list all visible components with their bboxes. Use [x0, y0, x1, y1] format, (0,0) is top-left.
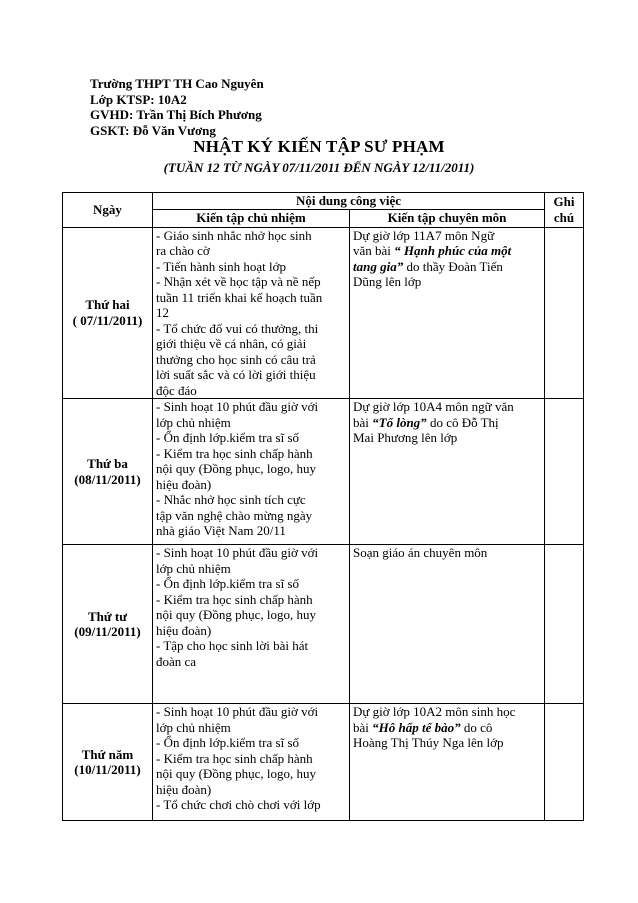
homeroom-cell: [153, 227, 350, 399]
document-subtitle: (TUẦN 12 TỪ NGÀY 07/11/2011 ĐẾN NGÀY 12/11/2011): [163, 160, 475, 175]
homeroom-line: tuần 11 triển khai kế hoạch tuần: [156, 289, 323, 305]
col-content-header: Nội dung công việc: [153, 193, 545, 210]
homeroom-line: hiệu đoàn): [156, 622, 212, 638]
intern-teacher: GSKT: Đỗ Văn Vương: [90, 122, 216, 138]
homeroom-line: - Tập cho học sinh lời bài hát: [156, 638, 309, 653]
subject-text-post: do thầy Đoàn Tiến: [403, 258, 503, 274]
day-date: (10/11/2011): [74, 762, 141, 777]
homeroom-line: - Sinh hoạt 10 phút đầu giờ với: [156, 704, 319, 719]
homeroom-line: ra chào cờ: [156, 243, 210, 258]
school-name: Trường THPT TH Cao Nguyên: [90, 76, 264, 91]
homeroom-line: nội quy (Đồng phục, logo, huy: [156, 766, 316, 781]
class-name: Lớp KTSP: 10A2: [90, 91, 187, 107]
homeroom-line: - Kiểm tra học sinh chấp hành: [156, 750, 313, 766]
day-name: Thứ ba: [87, 456, 128, 471]
subject-text-pre: Dự giờ lớp 10A2 môn sinh học: [353, 704, 516, 719]
homeroom-line: lời suất sắc và có lời giới thiệu: [156, 367, 316, 382]
homeroom-line: lớp chủ nhiệm: [156, 719, 231, 735]
day-name: Thứ năm: [81, 746, 134, 762]
note-cell: [545, 704, 584, 821]
note-cell: [545, 399, 584, 545]
homeroom-line: - Sinh hoạt 10 phút đầu giờ với: [156, 545, 319, 560]
subject-text-pre: Dự giờ lớp 11A7 môn Ngữ: [353, 227, 495, 243]
subject-line: [353, 735, 541, 751]
homeroom-line: - Tổ chức đố vui có thưởng, thi: [156, 320, 319, 336]
note-cell: [545, 227, 584, 399]
homeroom-line: - Tổ chức chơi chò chơi với lớp: [156, 797, 321, 812]
subject-cell: [350, 545, 545, 704]
observation-log-table: [62, 192, 584, 821]
subject-text-pre: bài: [353, 414, 373, 430]
subject-line: [353, 228, 541, 244]
homeroom-line: - Nhắc nhở học sinh tích cực: [156, 492, 306, 507]
subject-text-pre: bài: [353, 719, 373, 735]
subject-text-pre: Dũng lên lớp: [353, 274, 422, 289]
homeroom-line: nhà giáo Việt Nam 20/11: [156, 523, 286, 538]
day-date: (09/11/2011): [74, 624, 141, 639]
homeroom-line: đoàn ca: [156, 653, 197, 669]
homeroom-line: - Kiểm tra học sinh chấp hành: [156, 591, 313, 607]
day-date: ( 07/11/2011): [72, 312, 143, 328]
homeroom-line: tập văn nghệ chào mừng ngày: [156, 507, 313, 523]
subject-line: [353, 720, 541, 736]
subject-text-em: “Hô hấp tế bào”: [372, 719, 461, 735]
homeroom-line: nội quy (Đồng phục, logo, huy: [156, 461, 316, 476]
homeroom-line: - Tiến hành sinh hoạt lớp: [156, 258, 287, 274]
day-name: Thứ tư: [87, 608, 128, 624]
homeroom-line: nội quy (Đồng phục, logo, huy: [156, 607, 316, 622]
homeroom-line: lớp chủ nhiệm: [156, 560, 231, 576]
subject-line: [353, 704, 541, 720]
document-title: NHẬT KÝ KIẾN TẬP SƯ PHẠM: [193, 137, 445, 156]
subject-cell: [350, 704, 545, 821]
subject-text-post: do cô Đỗ Thị: [426, 414, 499, 430]
subject-text-pre: Dự giờ lớp 10A4 môn ngữ văn: [353, 399, 514, 414]
col-day-header: Ngày: [63, 193, 153, 228]
homeroom-line: thưởng cho học sinh có câu trả: [156, 351, 316, 367]
homeroom-line: - Giáo sinh nhắc nhở học sinh: [156, 227, 312, 243]
col-note-header: [545, 193, 584, 228]
col-homeroom-header: Kiến tập chủ nhiệm: [153, 209, 350, 227]
document-header: [90, 76, 264, 138]
table-row: [63, 399, 584, 545]
homeroom-line: độc đáo: [156, 382, 197, 398]
homeroom-line: giới thiệu về cá nhân, có giải: [156, 336, 307, 351]
subject-text-em: “Tố lòng”: [372, 414, 427, 430]
subject-text-em: tang gia”: [353, 258, 404, 274]
homeroom-line: hiệu đoàn): [156, 781, 212, 797]
subject-line: [353, 259, 541, 275]
subject-line: [353, 243, 541, 259]
col-note-line1: Ghi: [553, 194, 575, 210]
day-cell: [63, 545, 153, 704]
homeroom-line: - Kiểm tra học sinh chấp hành: [156, 445, 313, 461]
supervising-teacher: GVHD: Trần Thị Bích Phương: [90, 107, 262, 122]
day-name: Thứ hai: [85, 297, 130, 313]
subject-text-post: do cô: [460, 719, 493, 735]
subject-line: [353, 399, 541, 415]
subject-text-em: “ Hạnh phúc của một: [394, 243, 512, 258]
homeroom-line: - Ổn định lớp.kiểm tra sĩ số: [156, 430, 299, 445]
subject-text-pre: Soạn giáo án chuyên môn: [353, 545, 488, 560]
subject-cell: [350, 399, 545, 545]
subject-cell: [350, 227, 545, 399]
subject-line: [353, 415, 541, 431]
homeroom-cell: [153, 545, 350, 704]
homeroom-line: - Sinh hoạt 10 phút đầu giờ với: [156, 399, 319, 414]
homeroom-line: - Nhận xét về học tập và nề nếp: [156, 274, 321, 289]
table-row: [63, 227, 584, 399]
subject-text-pre: văn bài: [353, 243, 395, 258]
col-note-line2: chú: [553, 209, 575, 225]
subject-line: [353, 274, 541, 290]
homeroom-line: - Ổn định lớp.kiểm tra sĩ số: [156, 576, 299, 591]
homeroom-line: 12: [156, 305, 169, 320]
homeroom-cell: [153, 399, 350, 545]
col-subject-header: Kiến tập chuyên môn: [350, 209, 545, 227]
subject-line: [353, 430, 541, 446]
day-cell: [63, 227, 153, 399]
homeroom-line: lớp chủ nhiệm: [156, 414, 231, 430]
homeroom-line: hiệu đoàn): [156, 476, 212, 492]
subject-text-pre: Hoàng Thị Thúy Nga lên lớp: [353, 735, 504, 750]
day-cell: [63, 399, 153, 545]
note-cell: [545, 545, 584, 704]
homeroom-cell: [153, 704, 350, 821]
day-cell: [63, 704, 153, 821]
day-date: (08/11/2011): [74, 471, 141, 487]
homeroom-line: - Ổn định lớp.kiểm tra sĩ số: [156, 735, 299, 750]
subject-line: [353, 545, 541, 561]
table-row: [63, 545, 584, 704]
table-row: [63, 704, 584, 821]
subject-text-pre: Mai Phương lên lớp: [353, 430, 458, 445]
